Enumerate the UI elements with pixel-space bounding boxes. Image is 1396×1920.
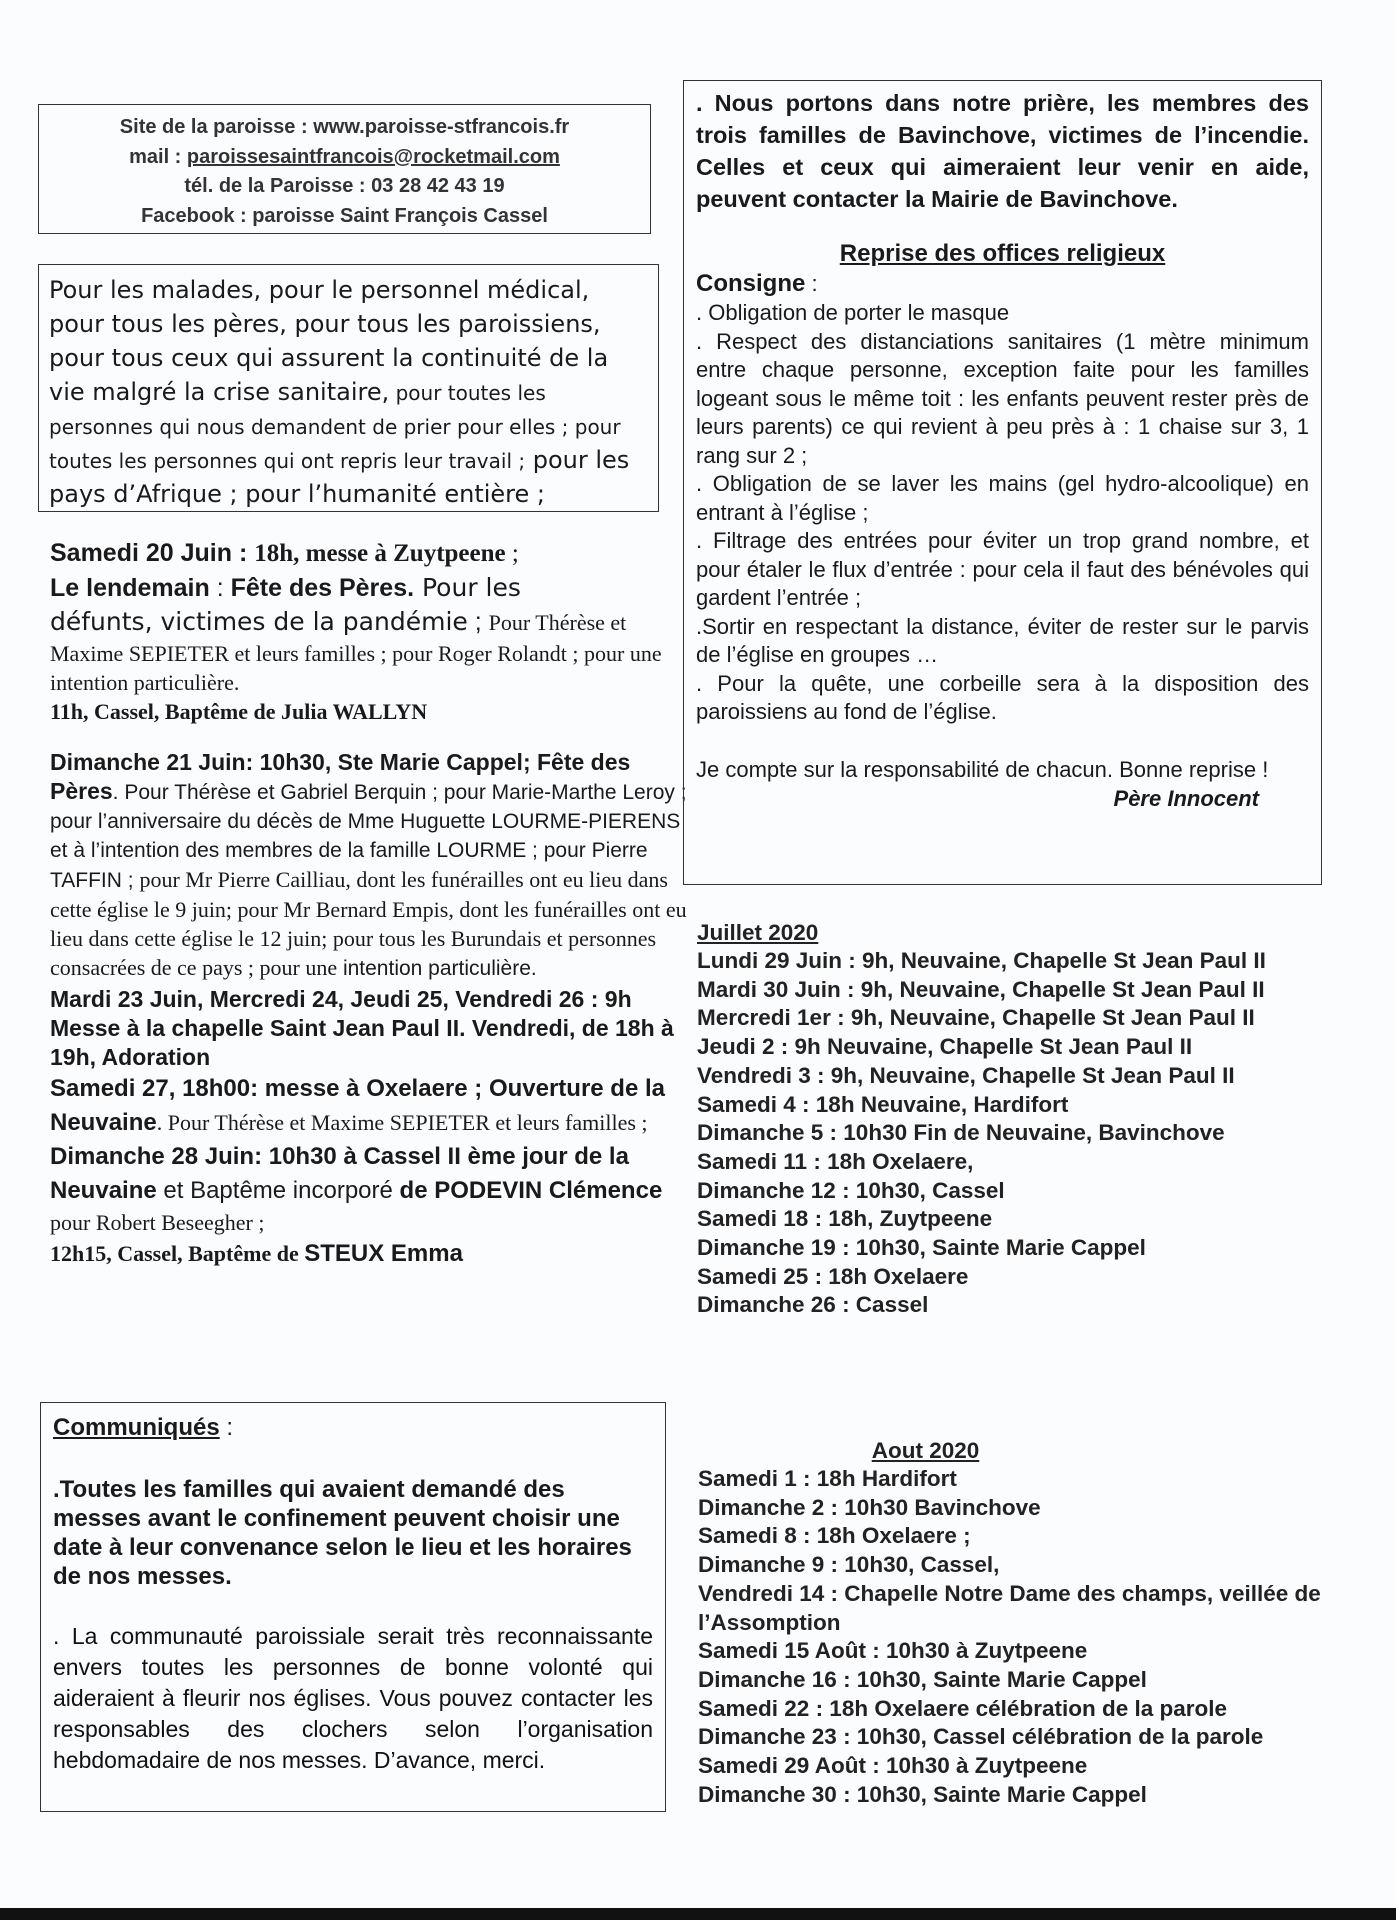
weekday-entry: Mardi 23 Juin, Mercredi 24, Jeudi 25, Vendredi 26 : 9h Messe à la chapelle Saint Jean Paul II. Vendredi, de 18h à 19h, Adoration: [50, 986, 674, 1070]
saturday-27-entry: Samedi 27, 18h00: messe à Oxelaere ; Ouverture de la Neuvaine. Pour Thérèse et Maxime SEPIETER et leurs familles ;: [50, 1075, 665, 1136]
august-entry: Samedi 8 : 18h Oxelaere ;: [698, 1523, 971, 1549]
july-entry: Vendredi 3 : 9h, Neuvaine, Chapelle St Jean Paul II: [697, 1062, 1235, 1088]
parish-facebook: Facebook : paroisse Saint François Cassel: [141, 204, 548, 227]
july-entry: Jeudi 2 : 9h Neuvaine, Chapelle St Jean Paul II: [697, 1034, 1193, 1060]
july-entry: Dimanche 5 : 10h30 Fin de Neuvaine, Bavinchove: [697, 1120, 1225, 1146]
parish-mail: mail : paroissesaintfrancois@rocketmail.com: [129, 145, 560, 168]
consigne-item: . Filtrage des entrées pour éviter un trop grand nombre, et pour étaler le flux d’entrée : pour cela il faut des bénévoles qui gardent l’entrée ;: [696, 528, 1309, 610]
closing-text: Je compte sur la responsabilité de chacun. Bonne reprise !: [696, 756, 1269, 782]
july-entry: Samedi 18 : 18h, Zuytpeene: [697, 1206, 993, 1232]
august-entry: Samedi 29 Août : 10h30 à Zuytpeene: [698, 1753, 1088, 1779]
august-entry: Dimanche 16 : 10h30, Sainte Marie Cappel: [698, 1666, 1147, 1692]
august-entry: Dimanche 9 : 10h30, Cassel,: [698, 1552, 1000, 1578]
july-schedule: [697, 918, 1337, 1320]
bavinchove-notice: . Nous portons dans notre prière, les membres des trois familles de Bavinchove, victimes de l’incendie. Celles et ceux qui aimeraient leur venir en aide, peuvent contacter la Mairie de Bavinchove.: [696, 90, 1309, 212]
communique-1: .Toutes les familles qui avaient demandé des messes avant le confinement peuvent choisir une date à leur convenance selon le lieu et les horaires de nos messes.: [53, 1476, 632, 1590]
august-entry: Dimanche 30 : 10h30, Sainte Marie Cappel: [698, 1781, 1147, 1807]
july-entry: Mardi 30 Juin : 9h, Neuvaine, Chapelle St Jean Paul II: [697, 976, 1265, 1002]
reprise-title: Reprise des offices religieux: [839, 240, 1166, 267]
communiques-title: Communiqués :: [53, 1414, 234, 1441]
july-entry: Dimanche 19 : 10h30, Sainte Marie Cappel: [697, 1235, 1146, 1261]
consigne-item: . Obligation de se laver les mains (gel hydro-alcoolique) en entrant à l’église ;: [696, 471, 1309, 525]
august-schedule: [698, 1436, 1338, 1809]
august-heading: Aout 2020: [871, 1438, 980, 1463]
july-entry: Lundi 29 Juin : 9h, Neuvaine, Chapelle St Jean Paul II: [697, 948, 1266, 973]
sunday-28-entry: Dimanche 28 Juin: 10h30 à Cassel II ème jour de la Neuvaine et Baptême incorporé de PODEVIN Clémence pour Robert Beseegher ; 12h15, Cassel, Baptême de STEUX Emma: [50, 1143, 663, 1267]
june-schedule: [50, 536, 690, 1271]
signature: Père Innocent: [1113, 785, 1259, 811]
scan-edge-bar: [0, 1908, 1396, 1920]
august-entry: Dimanche 23 : 10h30, Cassel célébration de la parole: [698, 1724, 1264, 1750]
august-entry: Samedi 1 : 18h Hardifort: [698, 1466, 957, 1491]
parish-info-box: [38, 104, 651, 234]
august-entry: Dimanche 2 : 10h30 Bavinchove: [698, 1494, 1041, 1520]
july-entry: Samedi 11 : 18h Oxelaere,: [697, 1148, 974, 1174]
july-entry: Dimanche 26 : Cassel: [697, 1292, 929, 1318]
july-entry: Samedi 4 : 18h Neuvaine, Hardifort: [697, 1091, 1069, 1117]
communiques-box: [40, 1402, 666, 1812]
july-entry: Samedi 25 : 18h Oxelaere: [697, 1263, 969, 1289]
saturday-20-entry: Samedi 20 Juin : 18h, messe à Zuytpeene ; Le lendemain : Fête des Pères. Pour les défunts, victimes de la pandémie ; Pour Thérèse et Maxime SEPIETER et leurs familles ; pour Roger Rolandt ; pour une intention particulière. 11h, Cassel, Baptême de Julia WALLYN: [50, 539, 662, 724]
prayer-intentions-box: [38, 264, 659, 512]
consigne-heading: Consigne :: [696, 270, 818, 297]
august-entry: Samedi 15 Août : 10h30 à Zuytpeene: [698, 1638, 1088, 1664]
july-heading: Juillet 2020: [697, 920, 819, 945]
announcements-box: [683, 80, 1322, 885]
august-entry: Vendredi 14 : Chapelle Notre Dame des champs, veillée de l’Assomption: [698, 1580, 1321, 1635]
parish-website: Site de la paroisse : www.paroisse-stfrancois.fr: [119, 116, 570, 138]
prayer-text: Pour les malades, pour le personnel médical, pour tous les pères, pour tous les paroissiens, pour tous ceux qui assurent la continuité de la vie malgré la crise sanitaire, pour toutes les personnes qui nous demandent de prier pour elles ; pour toutes les personnes qui ont repris leur travail ; pour les pays d’Afrique ; pour l’humanité entière ;: [49, 276, 630, 508]
consigne-item: .Sortir en respectant la distance, éviter de rester sur le parvis de l’église en groupes …: [696, 613, 1309, 667]
july-entry: Dimanche 12 : 10h30, Cassel: [697, 1177, 1005, 1203]
july-entry: Mercredi 1er : 9h, Neuvaine, Chapelle St Jean Paul II: [697, 1005, 1255, 1031]
august-entry: Samedi 22 : 18h Oxelaere célébration de la parole: [698, 1695, 1227, 1721]
mail-link[interactable]: paroissesaintfrancois@rocketmail.com: [186, 145, 560, 168]
parish-phone: tél. de la Paroisse : 03 28 42 43 19: [184, 175, 505, 197]
consigne-item: . Respect des distanciations sanitaires (1 mètre minimum entre chaque personne, exception faite pour les familles logeant sous le même toit : les enfants peuvent rester près de leurs parents) ce qui revient à peu près à : 1 chaise sur 3, 1 rang sur 2 ;: [696, 328, 1309, 468]
sunday-21-entry: Dimanche 21 Juin: 10h30, Ste Marie Cappel; Fête des Pères. Pour Thérèse et Gabriel Berquin ; pour Marie-Marthe Leroy ; pour l’anniversaire du décès de Mme Huguette LOURME-PIERENS et à l’intention des membres de la famille LOURME ; pour Pierre TAFFIN ; pour Mr Pierre Cailliau, dont les funérailles ont eu lieu dans cette église le 9 juin; pour Mr Bernard Empis, dont les funérailles ont eu lieu dans cette église le 12 juin; pour tous les Burundais et personnes consacrées de ce pays ; pour une intention particulière.: [50, 749, 687, 980]
communique-2: . La communauté paroissiale serait très reconnaissante envers toutes les personnes de bonne volonté qui aideraient à fleurir nos églises. Vous pouvez contacter les responsables des clochers selon l’organisation hebdomadaire de nos messes. D’avance, merci.: [53, 1623, 653, 1773]
consigne-item: . Obligation de porter le masque: [696, 300, 1010, 325]
consigne-item: . Pour la quête, une corbeille sera à la disposition des paroissiens au fond de l’église.: [696, 670, 1309, 724]
